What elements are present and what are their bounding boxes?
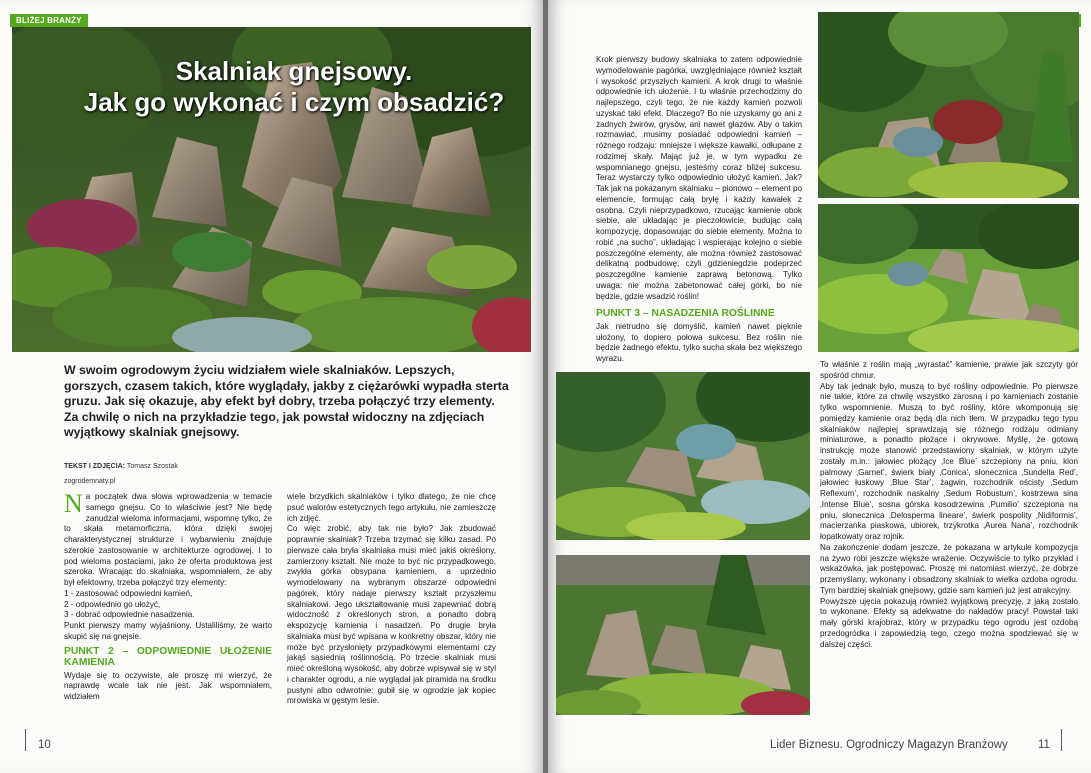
col4-p1: To właśnie z roślin mają „wyrastać” kamienie, prawie jak szczyty gór spośród chmur. [820,360,1078,380]
column-3 [596,55,802,365]
mid-right-photo [818,204,1079,352]
title-line-1: Skalniak gnejsowy. [175,56,413,86]
credits-site: zogrodemnaty.pl [64,478,116,485]
col3-p1: Krok pierwszy budowy skalniaka to zatem odpowiednie wymodelowanie pagórka, uwzględniające również kształt i wysokość przyszłych kamieni. A krok drugi to właśnie odpowiednie ich ułożenie. I tu właśnie przechodzimy do najlepszego, czyli tego, że nie każdy kamień pozwoli uzyskać taki efekt. Dlaczego? Bo nie uzyskamy go ani z żadnych żwirów, grysów, ani nawet głazów. Aby o takim rozmawiać, musimy posiadać odpowiedni kamień – różnego rodzaju: mniejsze i większe kawałki, odłupane z rodzimej skały. Mając już je, w tym wypadku ze wspomnianego gnejsu, jesteśmy coraz bliżej sukcesu. Teraz wystarczy tylko odpowiednio ułożyć kamień. Jak? Tak jak na pokazanym skalniaku – pionowo – element po elemencie, formując całą bryłę i każdy kawałek z osobna. Czyli nieprzypadkowo, rzucając kamienie obok siebie, ale układając je pieczołowicie, budując całą kompozycję, dopasowując do siebie elementy. Można to robić „na sucho”, układając i wspierając kolejno o siebie poszczególne elementy, ale można również zastosować delikatną podbudowę, czyli gdzieniegdzie podeprzeć poszczególne kamienie zaprawą betonową. Tylko uwaga: nie można zabetonować całej górki, bo nie będzie, gdzie wsadzić roślin! [596,55,802,301]
col1-intro: a początek dwa słowa wprowadzenia w temacie samego gnejsu. Co to właściwie jest? Nie będę zanudzał wieloma informacjami, wspomnę tylko, że to skała metamorficzna, która dzięki swojej charakterystycznej strukturze i wybarwieniu znajduje szerokie zastosowanie w architekturze ogrodowej. I to pod wieloma postaciami, jako że oferta produktowa jest szeroka. Wracając do skalniaka, wspomniałem, że aby był efektowny, trzeba połączyć trzy elementy: [64,492,272,587]
lead-paragraph: W swoim ogrodowym życiu widziałem wiele skalniaków. Lepszych, gorszych, czasem takich, które wyglądały, jakby z ciężarówki wypadła sterta gruzu. Jak się okazuje, aby efekt był dobry, trzeba połączyć trzy elementy. Za chwilę o nich na przykładzie tego, jak powstał widoczny na zdjęciach wyjątkowy skalniak gnejsowy. [64,363,509,440]
col1-p3: Wydaje się to oczywiste, ale proszę mi wierzyć, że naprawdę wcale tak nie jest. Jak wspomniałem, widziałem [64,670,272,701]
bottom-left-photo-1 [556,372,810,540]
top-right-photo [818,12,1079,198]
col4-p3: Na zakończenie dodam jeszcze, że pokazana w artykule kompozycja na żywo robi jeszcze większe wrażenie. Oczywiście to tylko przykład i wskazówka, jak postępować. Proszę mi natomiast wierzyć, że dobrze przemyślany, wykonany i obsadzony skalniak to wielka ozdoba ogrodu. Tym bardziej skalniak gnejsowy, gdzie sam kamień już jest atrakcyjny. [820,542,1078,595]
folio-bar-left [25,729,26,751]
rock-garden-conifers-image [818,12,1079,198]
right-page [548,0,1091,773]
credits [64,459,178,489]
col1-list-1: 1 - zastosować odpowiedni kamień, [64,588,193,598]
column-2 [287,492,496,707]
bottom-left-photo-2 [556,555,810,715]
left-page [0,0,543,773]
column-4 [820,360,1078,650]
col1-list-3: 3 - dobrać odpowiednie nasadzenia. [64,610,195,620]
subhead-punkt-2: PUNKT 2 – ODPOWIEDNIE UŁOŻENIE KAMIENIA [64,645,272,668]
col4-p2: Aby tak jednak było, muszą to być rośliny odpowiednie. Po pierwsze nie takie, które za chwilę wszystko zarosną i po kamieniach zostanie tylko wspomnienie. Muszą to być rośliny, które wkomponują się pomiędzy kamienie oraz będą dla nich tłem. W przypadku tego typu skalniaków najlepiej sprawdzają się różnego rodzaju odmiany miniaturowe, a ponadto płożące i okrywowe. Myślę, że gotową instrukcję może stanowić przedstawiony skalniak, w którym użyte zostały m.in.: jałowiec płożący ‚Ice Blue’ szczepiony na pniu, klon palmowy ‚Garnet’, świerk biały ‚Conica’, słonecznica ‚Sundella Red’, jałowiec łuskowy ‚Blue Star’, żagwin, rozchodnik ościsty ‚Sedum Reflexum’, rozchodnik naskalny ‚Sedum Robustum’, kostrzewa sina ‚Intense Blue’, sosna górska kosodrzewina ‚Pumilio’ szczepiona na pniu, słonecznica ‚Delosperma lineare’, świerk pospolity ‚Nidiformis’, macierzanka piaskowa, ubiorek, trzykrotka ‚Aurea Nana’, rozchodnik łopatkowaty oraz rojnik. [820,381,1078,541]
magazine-footer: Lider Biznesu. Ogrodniczy Magazyn Branżowy [770,739,1008,751]
col3-p2: Jak nietrudno się domyślić, kamień nawet pięknie ułożony, to dopiero połowa sukcesu. Bez roślin nie będzie żadnego efektu, tylko sucha skała bez większego wyrazu. [596,321,802,363]
credits-author: Tomasz Szostak [126,463,178,470]
folio-bar-right [1061,729,1062,751]
title-line-2: Jak go wykonać i czym obsadzić? [83,87,505,117]
page-number-left: 10 [38,739,51,751]
col2-p1: wiele brzydkich skalniaków i tylko dlatego, że nie chcę psuć walorów estetycznych tego artykułu, nie zamieszczę ich zdjęć. [287,492,496,523]
article-title [64,56,524,118]
col1-p2: Punkt pierwszy mamy wyjaśniony. Ustaliliśmy, że warto skupić się na gnejsie. [64,621,272,641]
column-1 [64,489,272,703]
col4-p4: Powyższe ujęcia pokazują również wyjątkową precyzję, z jaką zostało to wykonane. Efekty są adekwatne do nakładów pracy! Powstał taki mały górski krajobraz, który w przypadku tego ogrodu jest ozdobą przedogródka i zapowiedzią tego, czego można spodziewać się w dalszej części. [820,596,1078,649]
credits-label: TEKST I ZDJĘCIA: [64,463,126,470]
col1-list-2: 2 - odpowiednio go ułożyć, [64,599,161,609]
page-number-right: 11 [1038,739,1050,751]
subhead-punkt-3: PUNKT 3 – NASADZENIA ROŚLINNE [596,308,775,320]
rock-garden-lawn-image [818,204,1079,352]
col2-p2: Co więc zrobić, aby tak nie było? Jak zbudować poprawnie skalniak? Trzeba trzymać się kilku zasad. Po pierwsze cała bryła skalniaka musi mieć jakiś określony, zamierzony kształt. Nie może to być nic przypadkowego, zwykła górka obsypana kamieniem, a uprzednio wymodelowany na wybranym obszarze odpowiedni pagórek, który nadaje pierwszy kształt przyszłemu skalniakowi. Jego ukształtowanie musi zapewniać dobrą widoczność z określonych stron, a ponadto dobrą ekspozycję kamienia i nasadzeń. Po drugie bryła skalniaka musi być wpisana w konkretny obszar, który nie może być przysłonięty przypadkowymi elementami czy jakąś sąsiednią roślinnością. Po trzecie skalniak musi mieć określoną wysokość, aby dobrze wpisywał się w styl i charakter ogrodu, a nie wyglądał jak piramida na środku pustyni albo odwrotnie: gubił się w ogrodzie jak kopiec mrowiska w gęstym lesie. [287,524,496,706]
dropcap: N [64,489,83,518]
rock-garden-front-image [556,555,810,715]
rock-garden-closeup-image [556,372,810,540]
section-tag: BLIŻEJ BRANŻY [10,14,88,27]
